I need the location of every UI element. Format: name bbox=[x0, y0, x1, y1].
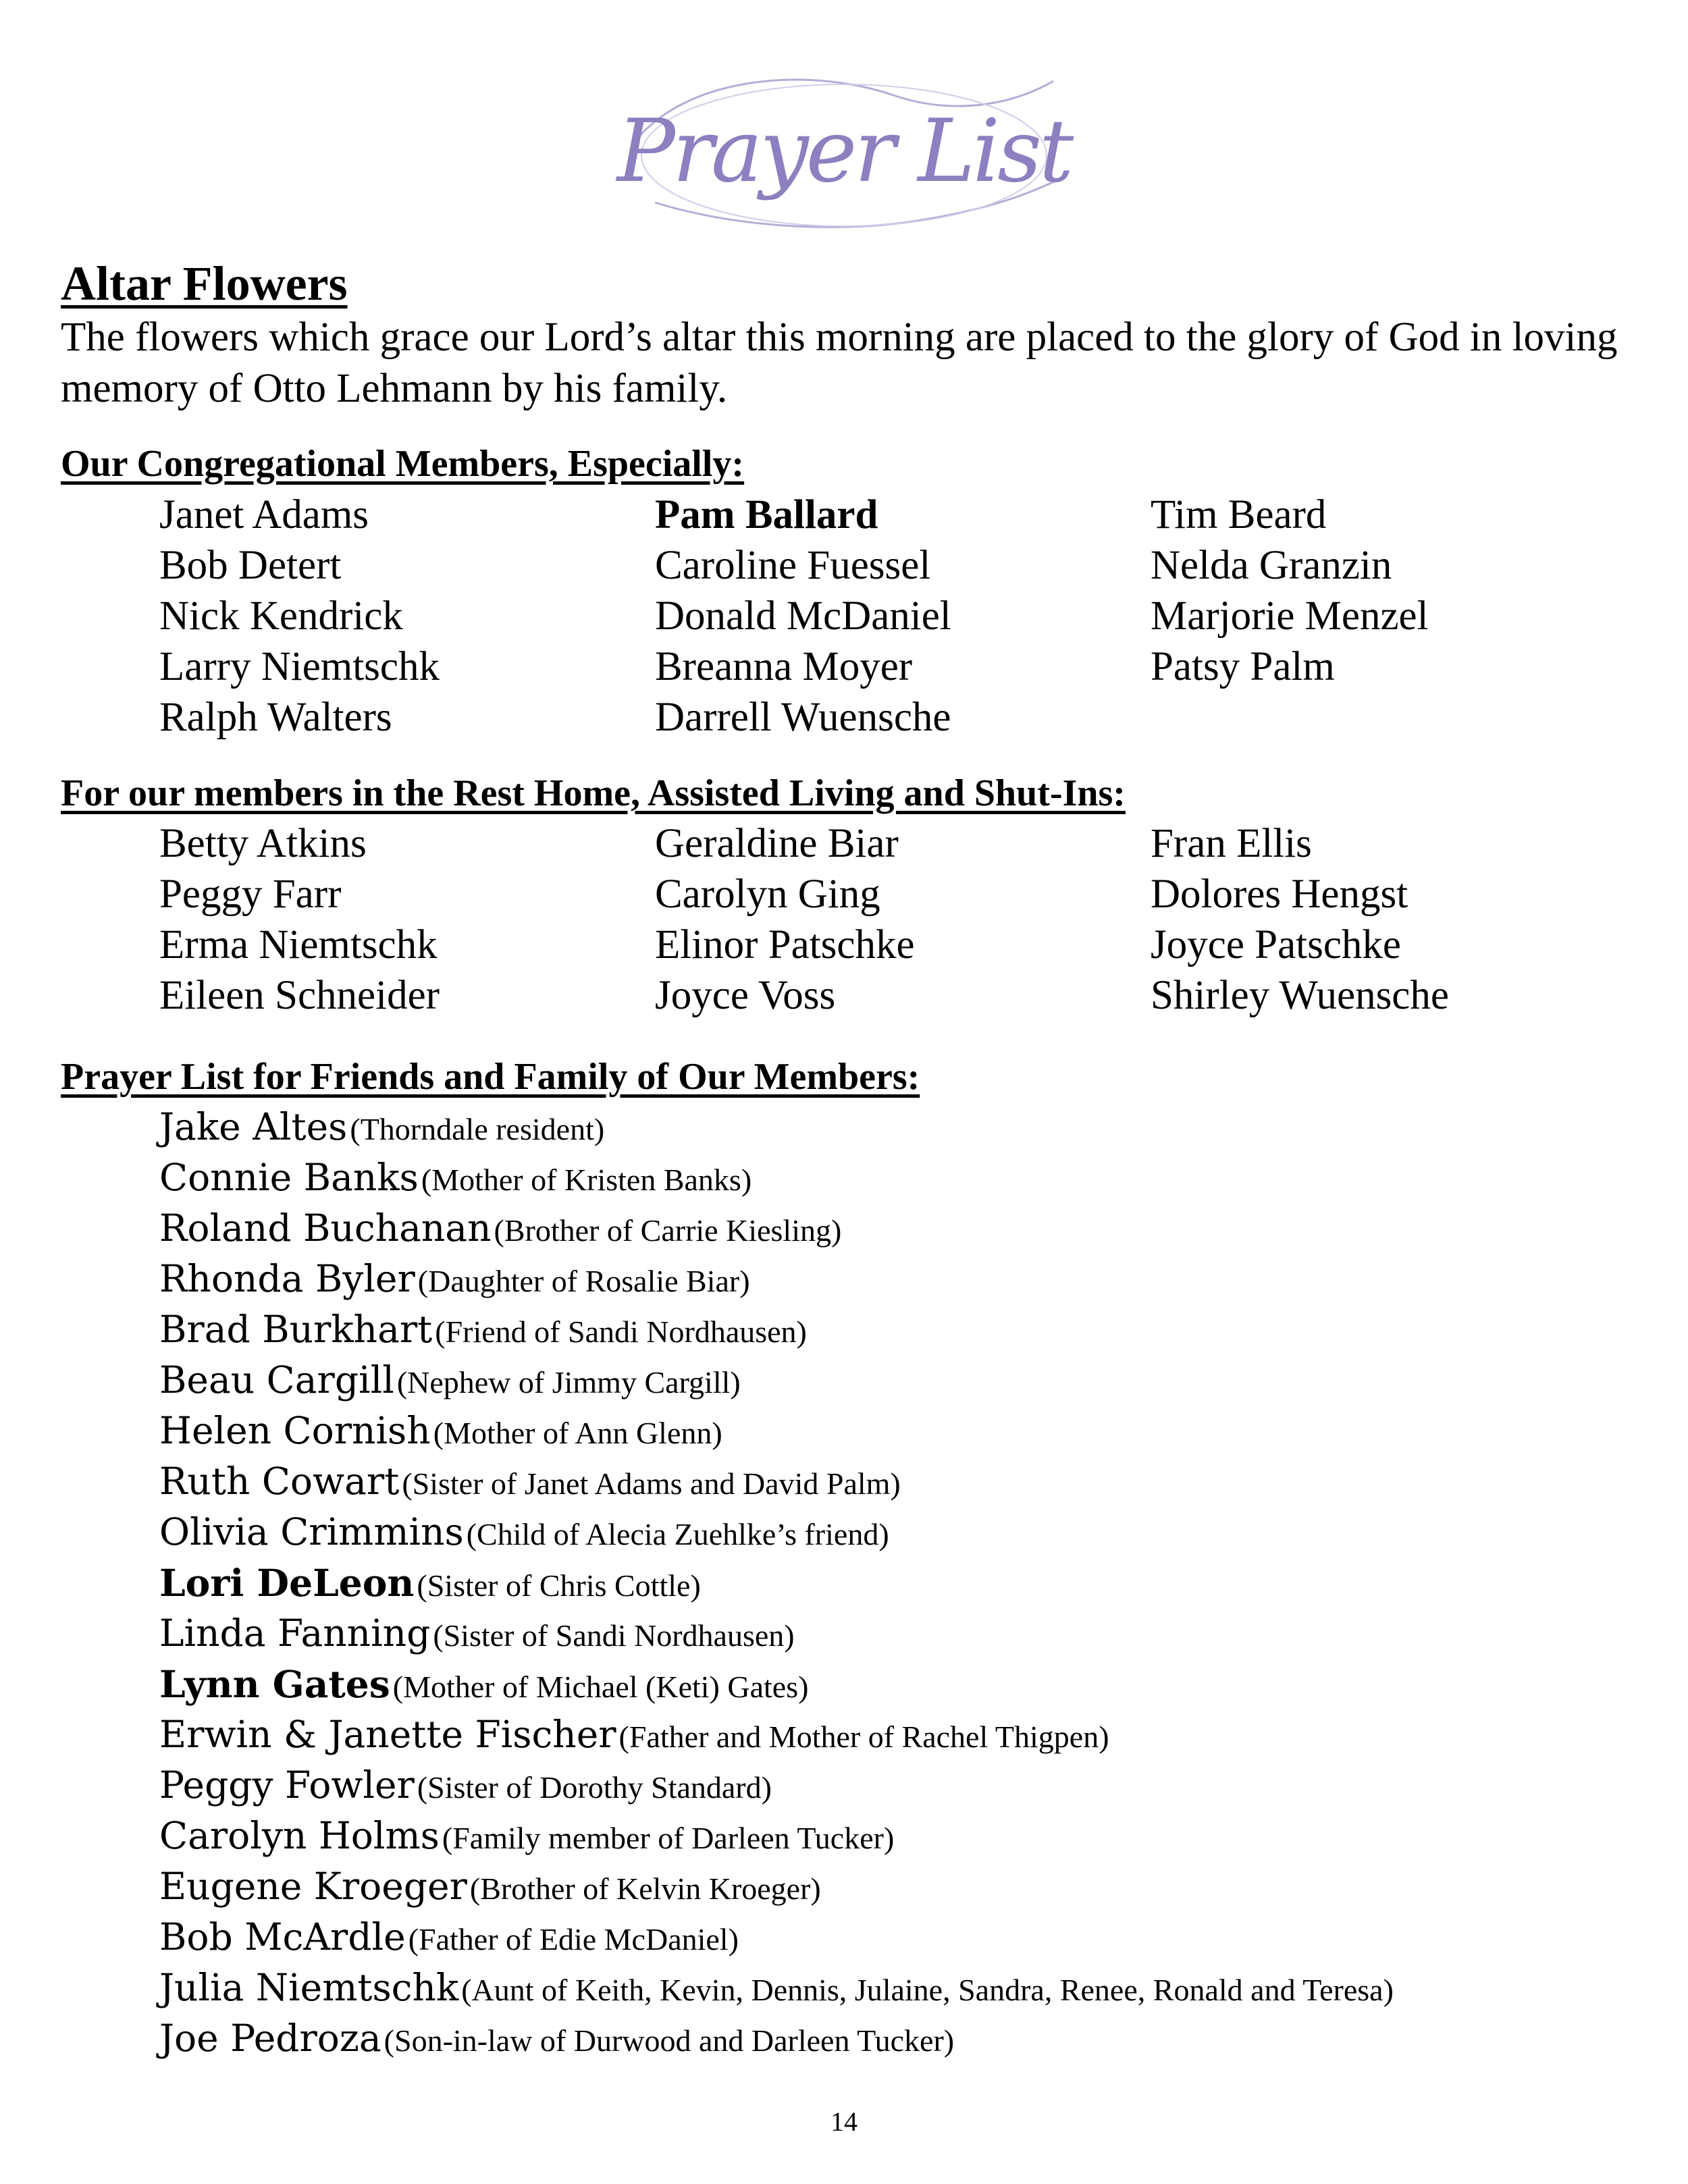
entry-relation: (Mother of Michael (Keti) Gates) bbox=[392, 1670, 809, 1704]
member-name: Dolores Hengst bbox=[1151, 872, 1408, 917]
entry-relation: (Mother of Kristen Banks) bbox=[421, 1163, 752, 1197]
member-name: Donald McDaniel bbox=[655, 593, 951, 639]
list-item bbox=[159, 1557, 1658, 1608]
entry-relation: (Father and Mother of Rachel Thigpen) bbox=[618, 1720, 1109, 1754]
list-item bbox=[159, 1254, 1658, 1304]
list-item bbox=[159, 1912, 1658, 1963]
congregation-title: Our Congregational Members, Especially: bbox=[61, 443, 745, 485]
list-item bbox=[159, 1203, 1658, 1254]
entry-relation: (Sister of Sandi Nordhausen) bbox=[433, 1618, 795, 1653]
entry-relation: (Father of Edie McDaniel) bbox=[408, 1922, 739, 1956]
altar-flowers-text: The flowers which grace our Lord’s altar this morning are placed to the glory of God in loving memory of Otto Lehmann by his family. bbox=[61, 315, 1618, 411]
list-item bbox=[159, 1659, 1658, 1709]
list-item bbox=[159, 1709, 1658, 1760]
member-name: Nick Kendrick bbox=[159, 593, 403, 639]
entry-name: Roland Buchanan bbox=[159, 1206, 492, 1250]
entry-relation: (Daughter of Rosalie Biar) bbox=[417, 1264, 750, 1298]
entry-name: Brad Burkhart bbox=[159, 1308, 433, 1351]
entry-relation: (Thorndale resident) bbox=[350, 1112, 605, 1146]
list-item bbox=[159, 1304, 1658, 1355]
list-item bbox=[159, 1355, 1658, 1406]
page-number: 14 bbox=[830, 2106, 858, 2137]
entry-relation: (Son-in-law of Durwood and Darleen Tucker) bbox=[384, 2023, 955, 2058]
entry-name: Joe Pedroza bbox=[159, 2017, 381, 2060]
list-item bbox=[159, 1963, 1658, 2013]
member-name: Peggy Farr bbox=[159, 872, 342, 917]
member-name: Marjorie Menzel bbox=[1151, 593, 1429, 639]
entry-name: Rhonda Byler bbox=[159, 1257, 415, 1300]
entry-relation: (Brother of Carrie Kiesling) bbox=[494, 1213, 842, 1248]
member-name: Joyce Patschke bbox=[1151, 922, 1401, 967]
member-name: Shirley Wuensche bbox=[1151, 973, 1449, 1018]
member-name: Betty Atkins bbox=[159, 821, 367, 866]
member-name: Joyce Voss bbox=[655, 973, 836, 1018]
member-name: Caroline Fuessel bbox=[655, 543, 931, 588]
entry-relation: (Family member of Darleen Tucker) bbox=[442, 1821, 895, 1855]
entry-name: Peggy Fowler bbox=[159, 1763, 415, 1807]
entry-name: Carolyn Holms bbox=[159, 1814, 440, 1857]
member-name: Fran Ellis bbox=[1151, 821, 1312, 866]
entry-relation: (Mother of Ann Glenn) bbox=[433, 1416, 722, 1450]
member-name: Carolyn Ging bbox=[655, 872, 880, 917]
entry-name: Connie Banks bbox=[159, 1156, 419, 1199]
entry-relation: (Sister of Dorothy Standard) bbox=[417, 1770, 772, 1805]
friends-family-title: Prayer List for Friends and Family of Our Members: bbox=[61, 1056, 920, 1098]
entry-name: Jake Altes bbox=[159, 1105, 348, 1148]
entry-relation: (Sister of Chris Cottle) bbox=[417, 1568, 701, 1603]
entry-relation: (Aunt of Keith, Kevin, Dennis, Julaine, Sandra, Renee, Ronald and Teresa) bbox=[461, 1973, 1394, 2007]
list-item bbox=[159, 1608, 1658, 1659]
list-item bbox=[159, 1456, 1658, 1507]
list-item bbox=[159, 1861, 1658, 1912]
list-item bbox=[159, 1406, 1658, 1456]
member-name: Darrell Wuensche bbox=[655, 695, 951, 740]
entry-name: Eugene Kroeger bbox=[159, 1865, 467, 1908]
member-name: Geraldine Biar bbox=[655, 821, 899, 866]
entry-name: Olivia Crimmins bbox=[159, 1510, 464, 1553]
member-name: Ralph Walters bbox=[159, 695, 392, 740]
entry-name: Erwin & Janette Fischer bbox=[159, 1713, 616, 1756]
list-item bbox=[159, 1760, 1658, 1811]
entry-relation: (Sister of Janet Adams and David Palm) bbox=[402, 1466, 901, 1501]
member-name: Elinor Patschke bbox=[655, 922, 915, 967]
entry-name: Linda Fanning bbox=[159, 1612, 431, 1655]
member-name: Bob Detert bbox=[159, 543, 342, 588]
member-name: Janet Adams bbox=[159, 492, 369, 537]
entry-name: Lori DeLeon bbox=[159, 1561, 415, 1605]
entry-name: Julia Niemtschk bbox=[159, 1966, 459, 2009]
list-item bbox=[159, 1811, 1658, 1861]
entry-relation: (Friend of Sandi Nordhausen) bbox=[435, 1314, 807, 1349]
entry-name: Lynn Gates bbox=[159, 1662, 390, 1706]
prayer-list-logo bbox=[608, 61, 1080, 250]
list-item bbox=[159, 1102, 1658, 1152]
list-item bbox=[159, 2013, 1658, 2064]
member-name: Larry Niemtschk bbox=[159, 644, 440, 689]
member-name: Nelda Granzin bbox=[1151, 543, 1392, 588]
member-name: Tim Beard bbox=[1151, 492, 1327, 537]
entry-relation: (Nephew of Jimmy Cargill) bbox=[396, 1365, 741, 1400]
member-name: Breanna Moyer bbox=[655, 644, 913, 689]
entry-name: Bob McArdle bbox=[159, 1915, 406, 1959]
friends-family-list bbox=[159, 1102, 1658, 2064]
list-item bbox=[159, 1507, 1658, 1557]
altar-flowers-title: Altar Flowers bbox=[61, 257, 348, 311]
logo-text: Prayer List bbox=[616, 101, 1072, 202]
list-item bbox=[159, 1152, 1658, 1203]
shutins-title: For our members in the Rest Home, Assisted Living and Shut-Ins: bbox=[61, 772, 1126, 814]
entry-relation: (Child of Alecia Zuehlke’s friend) bbox=[466, 1517, 889, 1551]
entry-name: Ruth Cowart bbox=[159, 1460, 400, 1503]
shutin-members bbox=[159, 818, 1658, 1021]
member-name: Patsy Palm bbox=[1151, 644, 1335, 689]
entry-name: Helen Cornish bbox=[159, 1409, 431, 1452]
entry-relation: (Brother of Kelvin Kroeger) bbox=[469, 1871, 821, 1906]
entry-name: Beau Cargill bbox=[159, 1358, 394, 1402]
member-name: Erma Niemtschk bbox=[159, 922, 438, 967]
member-name: Pam Ballard bbox=[655, 492, 878, 537]
congregation-members bbox=[159, 489, 1658, 743]
member-name: Eileen Schneider bbox=[159, 973, 440, 1018]
